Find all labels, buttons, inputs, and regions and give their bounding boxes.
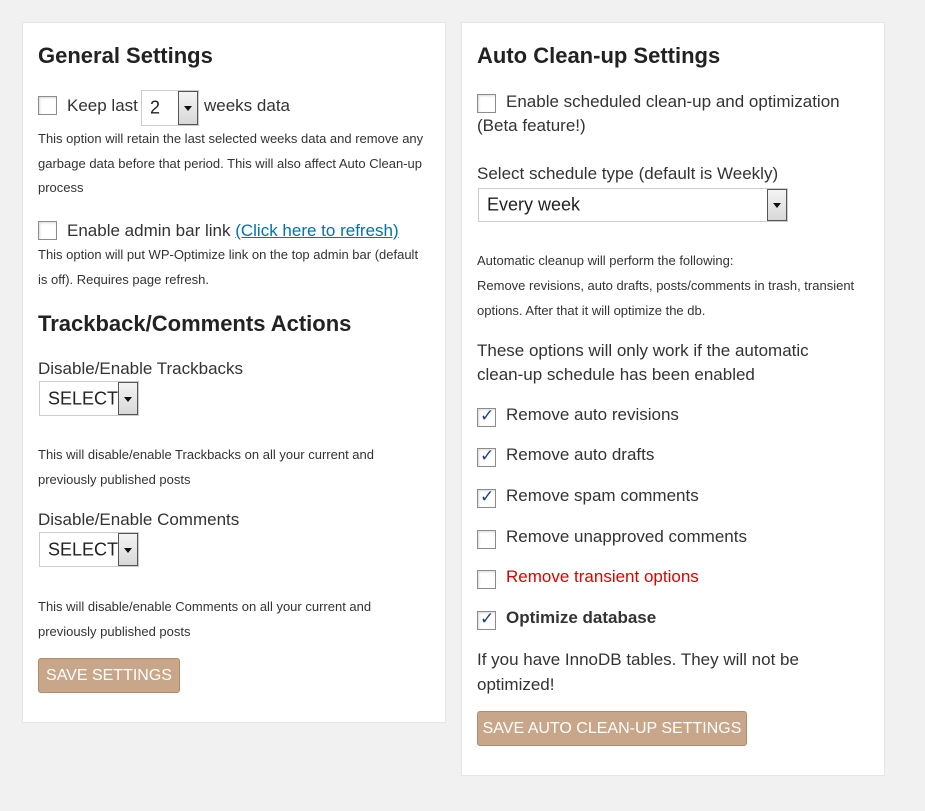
trackbacks-label: Disable/Enable Trackbacks: [38, 359, 244, 378]
remove-auto-drafts-label: Remove auto drafts: [506, 445, 655, 464]
keep-last-description: This option will retain the last selected weeks data and remove any garbage data before that period. This will also affect Auto Clean-up process: [38, 131, 424, 195]
chevron-down-icon: [118, 533, 138, 566]
remove-auto-drafts-checkbox[interactable]: [477, 448, 496, 467]
save-settings-button[interactable]: SAVE SETTINGS: [38, 658, 180, 693]
save-auto-cleanup-button[interactable]: SAVE AUTO CLEAN-UP SETTINGS: [477, 711, 747, 746]
trackbacks-description: This will disable/enable Trackbacks on all your current and previously published posts: [38, 447, 375, 487]
perform-description-intro: Automatic cleanup will perform the following:: [477, 253, 734, 268]
schedule-type-label: Select schedule type (default is Weekly): [477, 164, 779, 183]
trackbacks-select-value: SELECT: [48, 388, 119, 408]
schedule-type-value: Every week: [487, 194, 581, 215]
remove-spam-comments-checkbox[interactable]: [477, 489, 496, 508]
comments-description: This will disable/enable Comments on all your current and previously published posts: [38, 599, 372, 639]
comments-select-value: SELECT: [48, 539, 119, 559]
general-settings-panel: [22, 22, 446, 723]
general-settings-title: General Settings: [38, 43, 213, 68]
trackbacks-select[interactable]: [39, 381, 139, 416]
chevron-down-icon: [118, 382, 138, 415]
comments-label: Disable/Enable Comments: [38, 510, 240, 529]
remove-unapproved-comments-checkbox[interactable]: [477, 530, 496, 549]
optimize-database-label: Optimize database: [506, 608, 657, 627]
trackback-comments-title: Trackback/Comments Actions: [38, 311, 352, 336]
schedule-type-select[interactable]: [478, 188, 788, 222]
auto-cleanup-title: Auto Clean-up Settings: [477, 43, 721, 68]
optimize-database-checkbox[interactable]: [477, 611, 496, 630]
remove-unapproved-comments-label: Remove unapproved comments: [506, 527, 747, 546]
remove-auto-revisions-label: Remove auto revisions: [506, 405, 679, 424]
chevron-down-icon: [178, 91, 198, 125]
keep-last-checkbox[interactable]: [38, 96, 57, 115]
weeks-select-value: 2: [150, 97, 161, 118]
admin-bar-label-wrap: [67, 220, 399, 242]
remove-transient-options-label: Remove transient options: [506, 567, 699, 586]
perform-description: Remove revisions, auto drafts, posts/comments in trash, transient options. After that it will optimize the db.: [477, 278, 855, 318]
admin-bar-description: This option will put WP-Optimize link on the top admin bar (default is off). Requires page refresh.: [38, 247, 419, 287]
remove-transient-options-checkbox[interactable]: [477, 570, 496, 589]
weeks-select[interactable]: [141, 90, 199, 126]
innodb-note: If you have InnoDB tables. They will not be optimized!: [477, 650, 799, 694]
only-work-note: These options will only work if the automatic clean-up schedule has been enabled: [477, 341, 809, 384]
admin-bar-checkbox[interactable]: [38, 221, 57, 240]
admin-bar-label: Enable admin bar link: [67, 221, 231, 240]
refresh-link[interactable]: (Click here to refresh): [235, 221, 399, 240]
auto-cleanup-panel: [461, 22, 885, 776]
enable-scheduled-label: Enable scheduled clean-up and optimization (Beta feature!): [477, 92, 840, 135]
chevron-down-icon: [767, 189, 787, 221]
keep-last-label: Keep last: [67, 96, 138, 115]
remove-auto-revisions-checkbox[interactable]: [477, 408, 496, 427]
comments-select[interactable]: [39, 532, 139, 567]
weeks-suffix-label: weeks data: [204, 96, 290, 115]
remove-spam-comments-label: Remove spam comments: [506, 486, 699, 505]
